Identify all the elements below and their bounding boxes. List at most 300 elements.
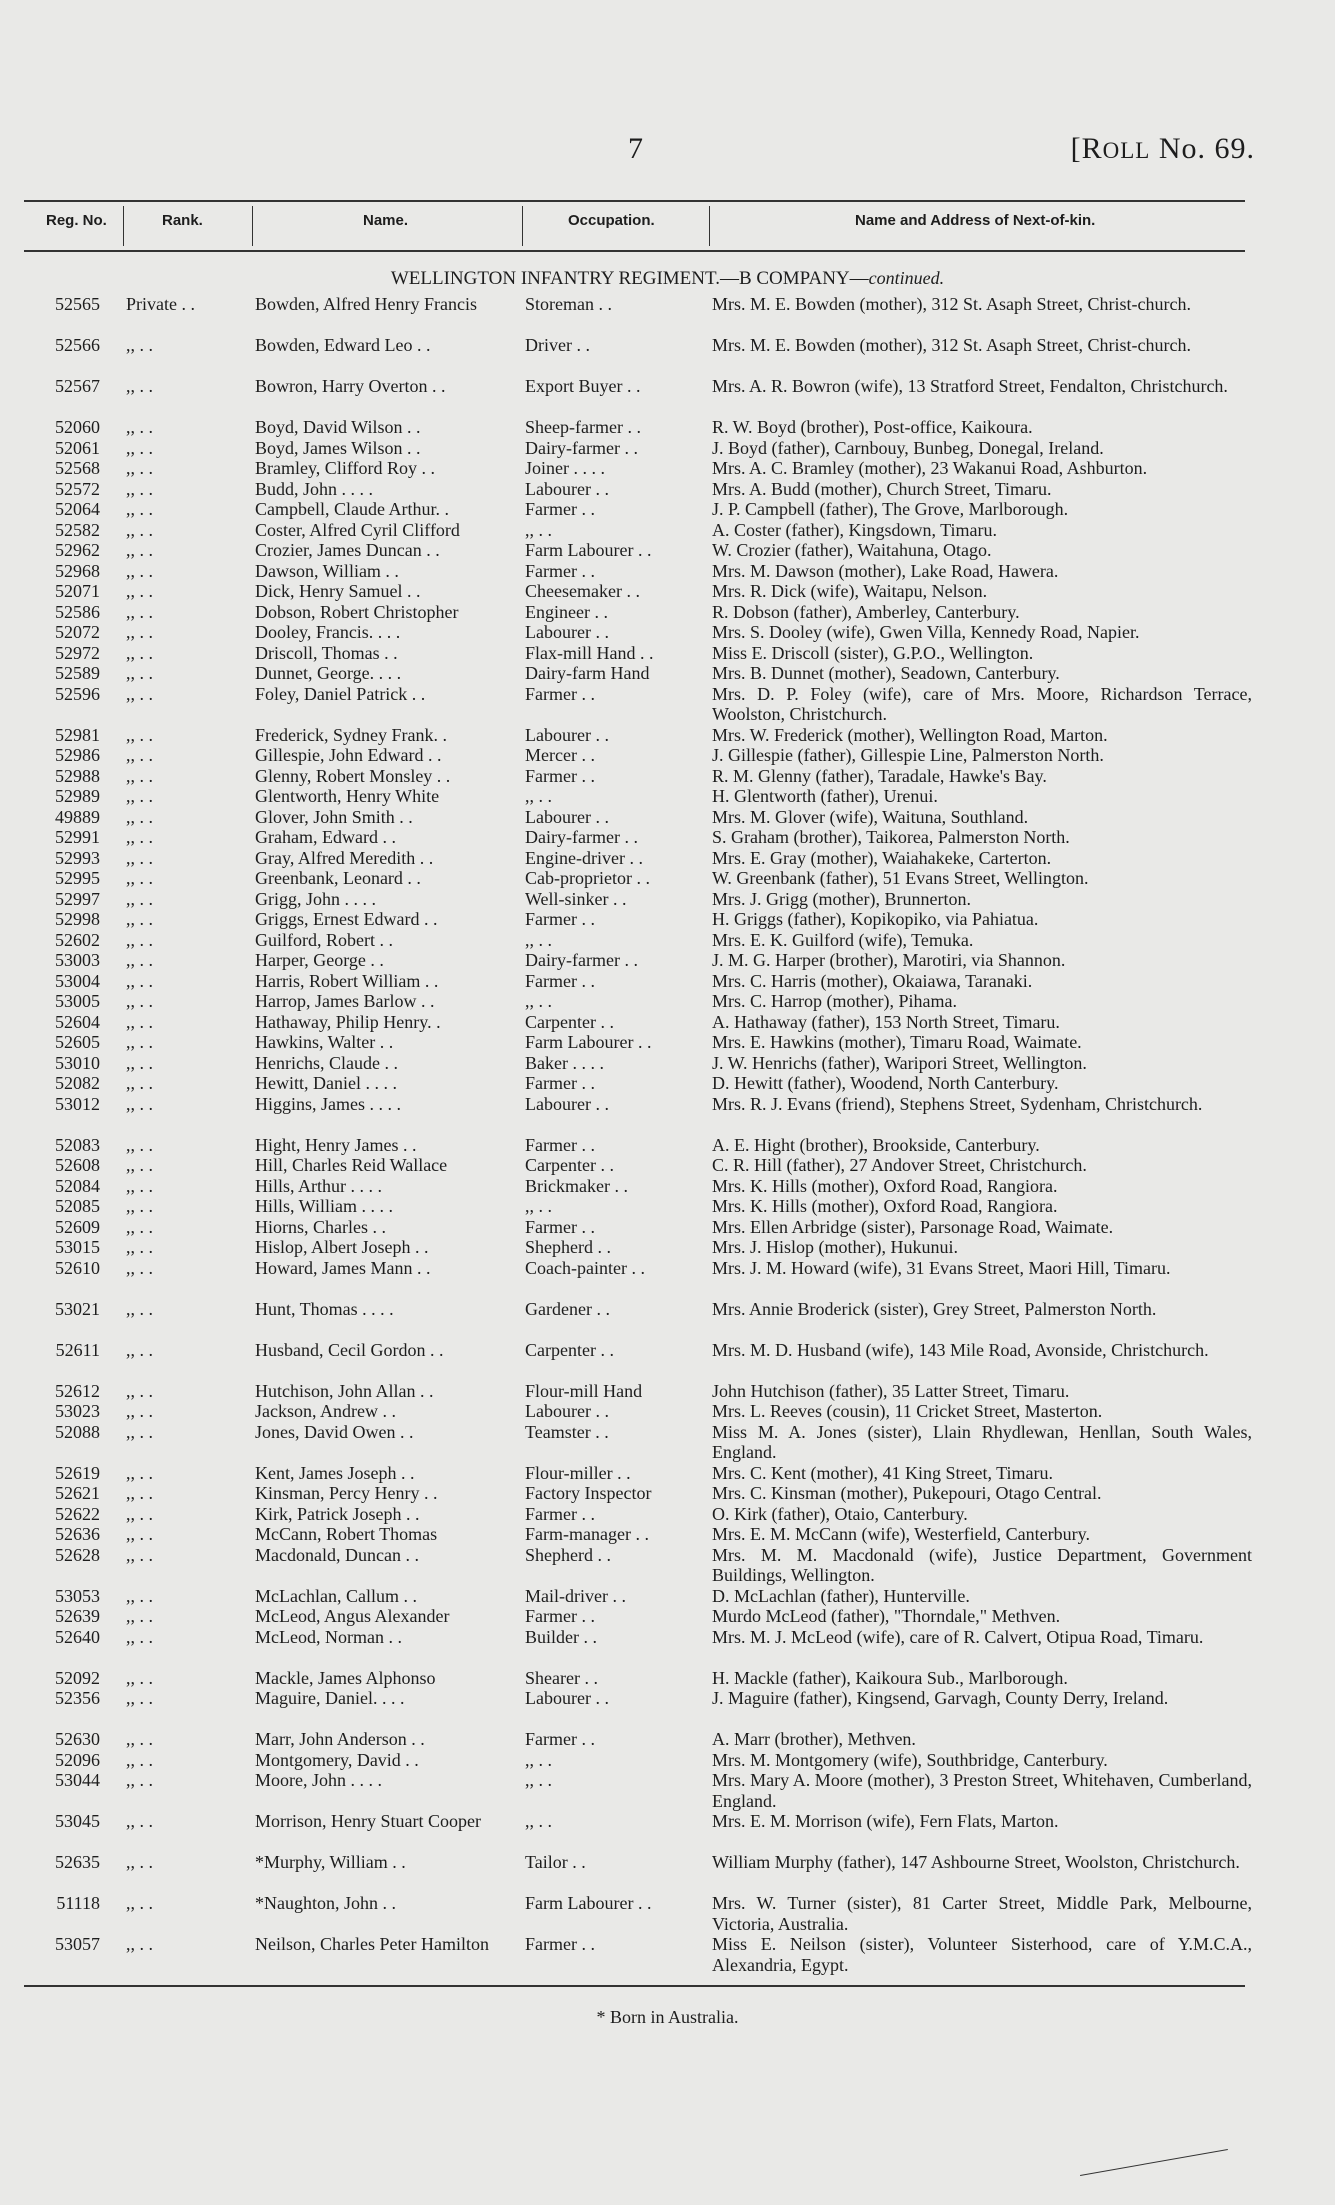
reg-number: 53003 [55,950,100,970]
soldier-name: Morrison, Henry Stuart Cooper [255,1811,481,1831]
rank: ,, . . [126,540,153,560]
header-top-rule [24,200,1245,202]
rank: ,, . . [126,683,153,704]
occupation: Export Buyer . . [525,376,641,396]
table-row [0,520,1335,541]
rank: ,, . . [126,663,153,683]
reg-number: 51118 [56,1893,100,1913]
table-row [0,417,1335,438]
header-divider [123,206,124,246]
soldier-name: Harper, George . . [255,950,384,970]
table-row [0,1729,1335,1750]
table-end-rule [24,1985,1245,1987]
next-of-kin: Mrs. M. Glover (wife), Waituna, Southland. [712,806,1029,827]
table-row [0,1299,1335,1340]
table-row [0,1688,1335,1729]
rank: ,, . . [126,724,153,745]
occupation: Labourer . . [525,806,609,827]
soldier-name: Hills, Arthur . . . . [255,1175,383,1196]
soldier-name: Greenbank, Leonard . . [255,868,421,888]
next-of-kin: H. Glentworth (father), Urenui. [712,786,938,806]
rank: ,, . . [126,1544,153,1565]
reg-number: 52611 [55,1339,100,1360]
next-of-kin: Mrs. E. K. Guilford (wife), Temuka. [712,929,974,950]
soldier-name: Graham, Edward . . [255,827,396,847]
occupation: ,, . . [525,929,552,950]
next-of-kin: A. Coster (father), Kingsdown, Timaru. [712,519,997,540]
occupation: ,, . . [525,1749,552,1770]
table-row [0,745,1335,766]
table-row [0,848,1335,869]
rank: ,, . . [126,991,153,1011]
reg-number: 52096 [55,1749,100,1770]
table-row [0,1524,1335,1545]
table-row [0,766,1335,787]
occupation: Teamster . . [525,1421,609,1442]
occupation: Farmer . . [525,560,595,581]
reg-number: 52082 [55,1073,100,1093]
reg-number: 52608 [55,1155,100,1175]
next-of-kin: O. Kirk (father), Otaio, Canterbury. [712,1503,968,1524]
rank: ,, . . [126,1032,153,1052]
next-of-kin: Mrs. M. E. Bowden (mother), 312 St. Asaph Street, Christ-church. [712,294,1191,314]
rank: ,, . . [126,1011,153,1032]
rank: ,, . . [126,1934,153,1954]
next-of-kin: A. E. Hight (brother), Brookside, Canterbury. [712,1134,1040,1155]
soldier-name: Crozier, James Duncan . . [255,540,440,560]
rank: ,, . . [126,1688,153,1708]
soldier-name: Henrichs, Claude . . [255,1052,398,1073]
header-occupation: Occupation. [568,212,655,229]
soldier-name: McCann, Robert Thomas [255,1524,438,1544]
occupation: Flour-miller . . [525,1462,631,1483]
reg-number: 52565 [55,294,100,314]
table-row [0,1094,1335,1135]
rank: ,, . . [126,417,153,437]
reg-number: 52640 [55,1626,100,1647]
next-of-kin: Mrs. M. J. McLeod (wife), care of R. Calvert, Otipua Road, Timaru. [712,1626,1204,1647]
soldier-name: Dick, Henry Samuel . . [255,581,421,601]
next-of-kin: R. Dobson (father), Amberley, Canterbury. [712,601,1020,622]
next-of-kin: William Murphy (father), 147 Ashbourne Street, Woolston, Christchurch. [712,1852,1240,1872]
soldier-name: Gillespie, John Edward . . [255,745,442,765]
occupation: Farmer . . [525,499,595,519]
soldier-name: Mackle, James Alphonso [255,1667,436,1688]
next-of-kin: D. McLachlan (father), Hunterville. [712,1585,970,1606]
occupation: ,, . . [525,1770,552,1790]
next-of-kin: Mrs. J. Hislop (mother), Hukunui. [712,1237,958,1257]
next-of-kin: R. W. Boyd (brother), Post-office, Kaikoura. [712,417,1033,437]
rank: ,, . . [126,888,153,909]
header-divider [522,206,523,246]
reg-number: 52582 [55,519,100,540]
table-row [0,807,1335,828]
soldier-name: Boyd, David Wilson . . [255,417,421,437]
rank: ,, . . [126,1073,153,1093]
rank: ,, . . [126,1155,153,1175]
table-row [0,889,1335,910]
rank: ,, . . [126,1729,153,1749]
rank: ,, . . [126,519,153,540]
next-of-kin: Mrs. C. Harrop (mother), Pihama. [712,991,957,1011]
reg-number: 52085 [55,1196,100,1216]
header-rank: Rank. [162,212,203,229]
table-row [0,602,1335,623]
next-of-kin: Mrs. M. D. Husband (wife), 143 Mile Road, Avonside, Christchurch. [712,1339,1209,1360]
table-row [0,1258,1335,1299]
rank: ,, . . [126,458,153,478]
occupation: Farmer . . [525,1073,595,1093]
soldier-name: McLeod, Norman . . [255,1626,402,1647]
rank: ,, . . [126,1503,153,1524]
occupation: Dairy-farmer . . [525,827,638,847]
soldier-name: Driscoll, Thomas . . [255,642,398,663]
occupation: Farmer . . [525,1216,595,1237]
rank: ,, . . [126,1421,153,1442]
soldier-name: Gray, Alfred Meredith . . [255,847,434,868]
table-row [0,1668,1335,1689]
soldier-name: Higgins, James . . . . [255,1093,401,1114]
next-of-kin: C. R. Hill (father), 27 Andover Street, Christchurch. [712,1155,1087,1175]
next-of-kin: Mrs. M. Dawson (mother), Lake Road, Hawera. [712,560,1059,581]
reg-number: 52991 [55,827,100,847]
table-row [0,950,1335,971]
rank: ,, . . [126,1052,153,1073]
rank: ,, . . [126,950,153,970]
table-row [0,991,1335,1012]
occupation: Engine-driver . . [525,847,643,868]
rank: ,, . . [126,1257,153,1278]
table-row [0,643,1335,664]
occupation: Mail-driver . . [525,1585,626,1606]
table-row [0,786,1335,807]
section-title [0,268,1335,290]
table-row [0,335,1335,376]
reg-number: 52060 [55,417,100,437]
table-row [0,438,1335,459]
table-row [0,1401,1335,1422]
occupation: Driver . . [525,335,590,355]
occupation: Farmer . . [525,765,595,786]
soldier-name: Marr, John Anderson . . [255,1729,425,1749]
soldier-name: McLachlan, Callum . . [255,1585,417,1606]
occupation: Carpenter . . [525,1155,614,1175]
soldier-name: Campbell, Claude Arthur. . [255,499,449,519]
header-bottom-rule [24,250,1245,252]
occupation: Farmer . . [525,1934,595,1954]
rank: ,, . . [126,1770,153,1790]
soldier-name: Bowron, Harry Overton . . [255,376,446,396]
next-of-kin: A. Marr (brother), Methven. [712,1729,916,1749]
reg-number: 52612 [55,1380,100,1401]
occupation: ,, . . [525,1811,552,1831]
rank: ,, . . [126,1606,153,1626]
page-number: 7 [628,132,643,165]
reg-number: 52589 [55,663,100,683]
occupation: Gardener . . [525,1298,610,1319]
soldier-name: Hawkins, Walter . . [255,1032,394,1052]
table-row [0,725,1335,746]
reg-number: 53005 [55,991,100,1011]
occupation: Baker . . . . [525,1052,604,1073]
table-row [0,1586,1335,1607]
next-of-kin: Miss M. A. Jones (sister), Llain Rhydlewan, Henllan, South Wales, England. [712,1421,1252,1462]
reg-number: 52567 [55,376,100,396]
soldier-name: Kinsman, Percy Henry . . [255,1483,438,1503]
occupation: Engineer . . [525,601,608,622]
occupation: ,, . . [525,991,552,1011]
rank: ,, . . [126,1175,153,1196]
reg-number: 52968 [55,560,100,581]
reg-number: 52636 [55,1524,100,1544]
header-divider [252,206,253,246]
next-of-kin: R. M. Glenny (father), Taradale, Hawke's Bay. [712,765,1047,786]
next-of-kin: Mrs. W. Frederick (mother), Wellington Road, Marton. [712,724,1108,745]
soldier-name: Budd, John . . . . [255,478,374,499]
table-row [0,1012,1335,1033]
occupation: Carpenter . . [525,1011,614,1032]
soldier-name: Coster, Alfred Cyril Clifford [255,519,460,540]
next-of-kin: D. Hewitt (father), Woodend, North Canterbury. [712,1073,1059,1093]
rank: ,, . . [126,909,153,929]
table-row [0,1155,1335,1176]
table-row [0,1750,1335,1771]
next-of-kin: Mrs. D. P. Foley (wife), care of Mrs. Moore, Richardson Terrace, Woolston, Christchurch. [712,683,1252,724]
next-of-kin: Mrs. K. Hills (mother), Oxford Road, Rangiora. [712,1175,1058,1196]
reg-number: 52993 [55,847,100,868]
reg-number: 52088 [55,1421,100,1442]
soldier-name: Neilson, Charles Peter Hamilton [255,1934,489,1954]
rank: ,, . . [126,929,153,950]
table-row [0,458,1335,479]
next-of-kin: Mrs. C. Kent (mother), 41 King Street, Timaru. [712,1462,1053,1483]
reg-number: 52602 [55,929,100,950]
reg-number: 52566 [55,335,100,355]
occupation: Dairy-farm Hand [525,663,650,683]
rank: ,, . . [126,1667,153,1688]
rank: ,, . . [126,1585,153,1606]
reg-number: 52621 [55,1483,100,1503]
soldier-name: Hunt, Thomas . . . . [255,1298,394,1319]
section-continued: continued. [868,268,945,288]
reg-number: 52586 [55,601,100,622]
table-row [0,1852,1335,1893]
next-of-kin: Mrs. S. Dooley (wife), Gwen Villa, Kennedy Road, Napier. [712,622,1140,642]
rank: ,, . . [126,1298,153,1319]
next-of-kin: W. Greenbank (father), 51 Evans Street, Wellington. [712,868,1089,888]
soldier-name: Dobson, Robert Christopher [255,601,459,622]
next-of-kin: Mrs. C. Kinsman (mother), Pukepouri, Otago Central. [712,1483,1102,1503]
occupation: Factory Inspector [525,1483,652,1503]
soldier-name: Husband, Cecil Gordon . . [255,1339,444,1360]
reg-number: 52622 [55,1503,100,1524]
reg-number: 53045 [55,1811,100,1831]
occupation: Farmer . . [525,1503,595,1524]
occupation: Shepherd . . [525,1237,611,1257]
occupation: Dairy-farmer . . [525,950,638,970]
table-row [0,1483,1335,1504]
table-row [0,1770,1335,1811]
soldier-name: Hills, William . . . . [255,1196,393,1216]
reg-number: 52998 [55,909,100,929]
table-row [0,622,1335,643]
table-row [0,1463,1335,1484]
occupation: Joiner . . . . [525,458,605,478]
next-of-kin: Mrs. A. R. Bowron (wife), 13 Stratford Street, Fendalton, Christchurch. [712,376,1228,396]
reg-number: 52988 [55,765,100,786]
rank: ,, . . [126,437,153,458]
soldier-name: Harrop, James Barlow . . [255,991,435,1011]
rank: ,, . . [126,1626,153,1647]
reg-number: 52989 [55,786,100,806]
occupation: Brickmaker . . [525,1175,628,1196]
table-row [0,684,1335,725]
occupation: Well-sinker . . [525,888,627,909]
rank: ,, . . [126,1401,153,1421]
rank: ,, . . [126,786,153,806]
rank: ,, . . [126,1216,153,1237]
table-row [0,1176,1335,1197]
soldier-name: Dooley, Francis. . . . [255,622,401,642]
table-row [0,1196,1335,1217]
next-of-kin: Mrs. J. Grigg (mother), Brunnerton. [712,888,971,909]
next-of-kin: Mrs. E. Gray (mother), Waiahakeke, Carterton. [712,847,1052,868]
rank: ,, . . [126,601,153,622]
table-row [0,1073,1335,1094]
rank: ,, . . [126,560,153,581]
soldier-name: *Murphy, William . . [255,1852,406,1872]
reg-number: 52619 [55,1462,100,1483]
table-row [0,1237,1335,1258]
rank: ,, . . [126,335,153,355]
table-row [0,868,1335,889]
occupation: ,, . . [525,786,552,806]
soldier-name: Bowden, Edward Leo . . [255,335,431,355]
rank: ,, . . [126,376,153,396]
occupation: Carpenter . . [525,1339,614,1360]
rank: ,, . . [126,868,153,888]
soldier-name: Maguire, Daniel. . . . [255,1688,405,1708]
table-row [0,909,1335,930]
next-of-kin: Mrs. R. J. Evans (friend), Stephens Street, Sydenham, Christchurch. [712,1093,1203,1114]
next-of-kin: Mrs. W. Turner (sister), 81 Carter Street, Middle Park, Melbourne, Victoria, Australia. [712,1893,1252,1934]
table-row [0,1606,1335,1627]
occupation: Flax-mill Hand . . [525,642,654,663]
rank: ,, . . [126,622,153,642]
soldier-name: Hiorns, Charles . . [255,1216,386,1237]
reg-number: 52072 [55,622,100,642]
occupation: Cab-proprietor . . [525,868,650,888]
roll-table [0,294,1335,1975]
soldier-name: Guilford, Robert . . [255,929,393,950]
table-row [0,1504,1335,1525]
reg-number: 53053 [55,1585,100,1606]
reg-number: 52995 [55,868,100,888]
occupation: Farmer . . [525,970,595,991]
next-of-kin: H. Griggs (father), Kopikopiko, via Pahiatua. [712,909,1039,929]
table-row [0,479,1335,500]
reg-number: 52630 [55,1729,100,1749]
table-row [0,1422,1335,1463]
soldier-name: Foley, Daniel Patrick . . [255,683,426,704]
header-name: Name. [363,212,409,229]
occupation: Labourer . . [525,1688,609,1708]
reg-number: 52572 [55,478,100,499]
soldier-name: Hill, Charles Reid Wallace [255,1155,448,1175]
section-title-text: WELLINGTON INFANTRY REGIMENT.—B COMPANY— [390,268,869,289]
occupation: Farmer . . [525,683,595,704]
pen-mark [1080,2149,1228,2176]
occupation: Farmer . . [525,1606,595,1626]
next-of-kin: Miss E. Driscoll (sister), G.P.O., Wellington. [712,642,1034,663]
table-row [0,1893,1335,1934]
soldier-name: Grigg, John . . . . [255,888,376,909]
soldier-name: Hathaway, Philip Henry. . [255,1011,441,1032]
header-reg-no: Reg. No. [46,212,107,229]
soldier-name: Glover, John Smith . . [255,806,413,827]
next-of-kin: John Hutchison (father), 35 Latter Street, Timaru. [712,1380,1070,1401]
table-row [0,499,1335,520]
reg-number: 52962 [55,540,100,560]
next-of-kin: Mrs. Ellen Arbridge (sister), Parsonage Road, Waimate. [712,1216,1114,1237]
soldier-name: Dunnet, George. . . . [255,663,402,683]
occupation: Labourer . . [525,622,609,642]
soldier-name: Montgomery, David . . [255,1749,419,1770]
roll-number: [ROLL No. 69. [1070,132,1255,165]
rank: ,, . . [126,642,153,663]
occupation: Farm Labourer . . [525,1032,652,1052]
soldier-name: *Naughton, John . . [255,1893,396,1913]
soldier-name: Hewitt, Daniel . . . . [255,1073,397,1093]
rank: ,, . . [126,1483,153,1503]
next-of-kin: J. Maguire (father), Kingsend, Garvagh, County Derry, Ireland. [712,1688,1169,1708]
rank: ,, . . [126,581,153,601]
occupation: Shepherd . . [525,1544,611,1565]
soldier-name: Hislop, Albert Joseph . . [255,1237,429,1257]
header-divider [709,206,710,246]
next-of-kin: Murdo McLeod (father), "Thorndale," Methven. [712,1606,1061,1626]
next-of-kin: J. Boyd (father), Carnbouy, Bunbeg, Donegal, Ireland. [712,437,1104,458]
rank: ,, . . [126,970,153,991]
soldier-name: Bramley, Clifford Roy . . [255,458,435,478]
soldier-name: Howard, James Mann . . [255,1257,431,1278]
reg-number: 52568 [55,458,100,478]
rank: ,, . . [126,1134,153,1155]
occupation: Farmer . . [525,1134,595,1155]
table-row [0,581,1335,602]
next-of-kin: Mrs. E. Hawkins (mother), Timaru Road, Waimate. [712,1032,1082,1052]
soldier-name: Macdonald, Duncan . . [255,1544,419,1565]
table-row [0,294,1335,335]
next-of-kin: J. Gillespie (father), Gillespie Line, Palmerston North. [712,745,1104,765]
reg-number: 53057 [55,1934,100,1954]
occupation: Coach-painter . . [525,1257,645,1278]
rank: ,, . . [126,1196,153,1216]
reg-number: 52083 [55,1134,100,1155]
soldier-name: Kent, James Joseph . . [255,1462,415,1483]
reg-number: 53021 [55,1298,100,1319]
next-of-kin: Mrs. Mary A. Moore (mother), 3 Preston Street, Whitehaven, Cumberland, England. [712,1770,1252,1811]
reg-number: 52972 [55,642,100,663]
reg-number: 53010 [55,1052,100,1073]
occupation: Labourer . . [525,1093,609,1114]
occupation: Farm Labourer . . [525,540,652,560]
rank: ,, . . [126,1893,153,1913]
reg-number: 52596 [55,683,100,704]
occupation: Farmer . . [525,1729,595,1749]
occupation: Cheesemaker . . [525,581,640,601]
rank: ,, . . [126,827,153,847]
